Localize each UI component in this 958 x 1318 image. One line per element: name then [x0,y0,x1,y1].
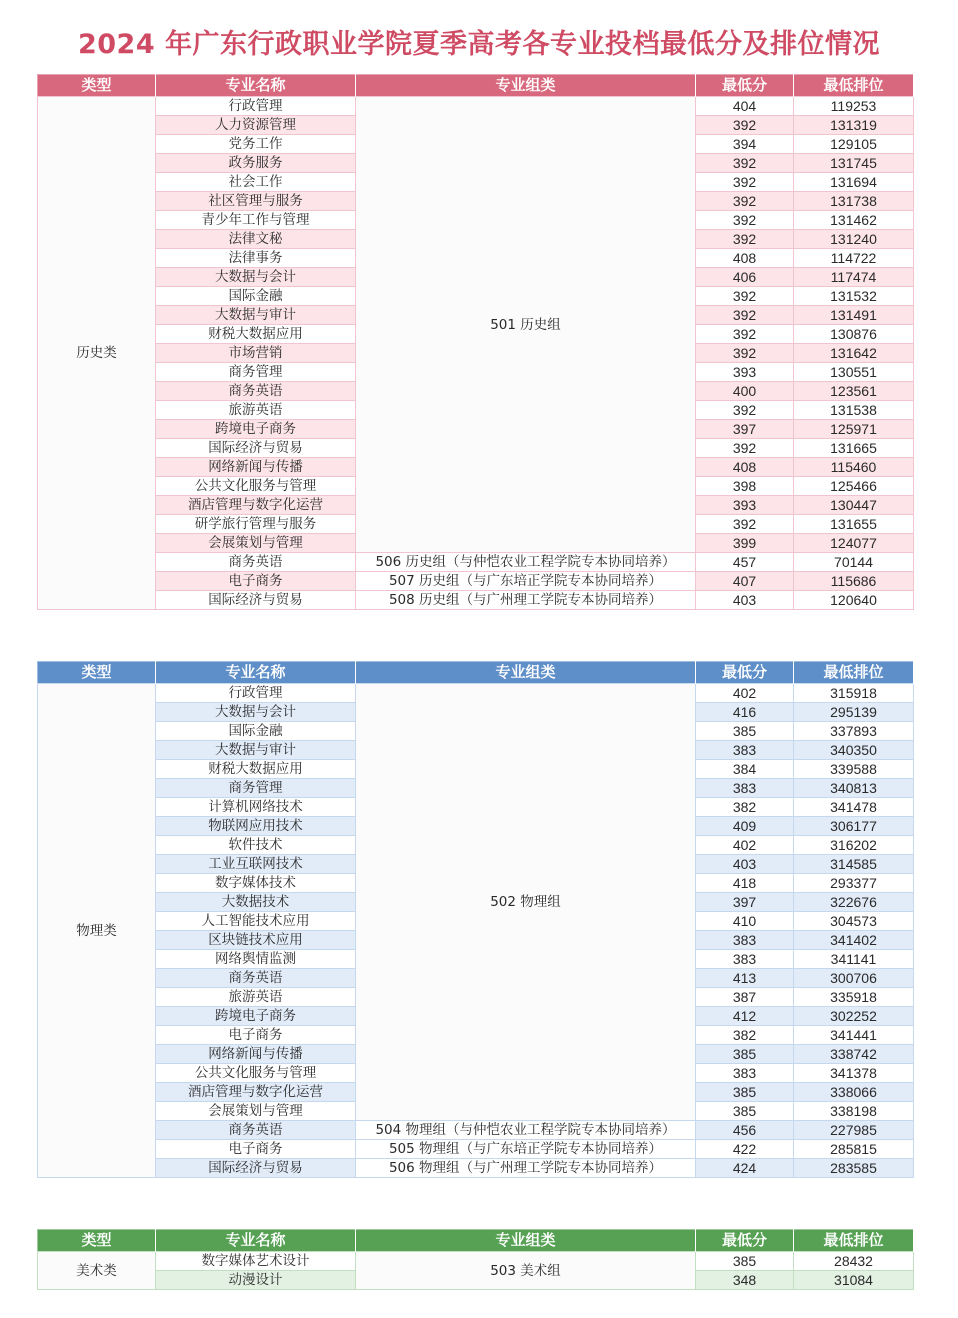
major-name-cell: 商务管理 [156,779,356,798]
min-score-cell: 383 [696,950,794,969]
header-major: 专业名称 [156,1230,356,1252]
major-name-cell: 大数据与会计 [156,268,356,287]
major-name-cell: 物联网应用技术 [156,817,356,836]
min-rank-cell: 131745 [794,154,914,173]
min-rank-cell: 340350 [794,741,914,760]
min-score-cell: 393 [696,496,794,515]
header-min-score: 最低分 [696,1230,794,1252]
min-rank-cell: 302252 [794,1007,914,1026]
major-name-cell: 计算机网络技术 [156,798,356,817]
min-score-cell: 398 [696,477,794,496]
min-score-cell: 392 [696,173,794,192]
header-major: 专业名称 [156,75,356,97]
major-name-cell: 跨境电子商务 [156,1007,356,1026]
major-name-cell: 软件技术 [156,836,356,855]
min-score-cell: 457 [696,553,794,572]
major-name-cell: 国际经济与贸易 [156,439,356,458]
min-score-cell: 392 [696,192,794,211]
min-rank-cell: 316202 [794,836,914,855]
major-name-cell: 旅游英语 [156,988,356,1007]
major-name-cell: 工业互联网技术 [156,855,356,874]
major-name-cell: 电子商务 [156,572,356,591]
group-cell: 507 历史组（与广东培正学院专本协同培养） [356,572,696,591]
major-name-cell: 青少年工作与管理 [156,211,356,230]
min-score-cell: 413 [696,969,794,988]
table-row [38,1252,914,1271]
min-score-cell: 402 [696,684,794,703]
min-rank-cell: 335918 [794,988,914,1007]
major-name-cell: 网络新闻与传播 [156,458,356,477]
min-score-cell: 383 [696,931,794,950]
min-score-cell: 416 [696,703,794,722]
min-score-cell: 387 [696,988,794,1007]
min-rank-cell: 125466 [794,477,914,496]
min-score-cell: 424 [696,1159,794,1178]
table-row [38,97,914,116]
min-score-cell: 384 [696,760,794,779]
min-rank-cell: 341478 [794,798,914,817]
min-rank-cell: 295139 [794,703,914,722]
major-name-cell: 研学旅行管理与服务 [156,515,356,534]
physics-table [37,661,914,1178]
min-rank-cell: 339588 [794,760,914,779]
min-score-cell: 383 [696,1064,794,1083]
min-score-cell: 407 [696,572,794,591]
min-score-cell: 412 [696,1007,794,1026]
min-score-cell: 392 [696,287,794,306]
major-name-cell: 行政管理 [156,97,356,116]
min-rank-cell: 124077 [794,534,914,553]
min-rank-cell: 322676 [794,893,914,912]
header-major: 专业名称 [156,662,356,684]
header-row [38,1230,914,1252]
major-name-cell: 国际金融 [156,722,356,741]
min-score-cell: 385 [696,722,794,741]
min-rank-cell: 130551 [794,363,914,382]
min-rank-cell: 131240 [794,230,914,249]
min-rank-cell: 129105 [794,135,914,154]
min-rank-cell: 120640 [794,591,914,610]
min-score-cell: 392 [696,230,794,249]
header-type: 类型 [38,75,156,97]
min-score-cell: 403 [696,591,794,610]
min-score-cell: 382 [696,798,794,817]
major-name-cell: 商务英语 [156,382,356,401]
min-rank-cell: 131642 [794,344,914,363]
min-rank-cell: 341441 [794,1026,914,1045]
min-rank-cell: 304573 [794,912,914,931]
major-name-cell: 政务服务 [156,154,356,173]
table-row [38,1140,914,1159]
min-rank-cell: 338198 [794,1102,914,1121]
min-rank-cell: 315918 [794,684,914,703]
major-name-cell: 市场营销 [156,344,356,363]
min-rank-cell: 125971 [794,420,914,439]
major-name-cell: 网络舆情监测 [156,950,356,969]
major-name-cell: 法律事务 [156,249,356,268]
min-score-cell: 404 [696,97,794,116]
table-row [38,1121,914,1140]
major-name-cell: 公共文化服务与管理 [156,477,356,496]
major-name-cell: 大数据与会计 [156,703,356,722]
min-rank-cell: 130876 [794,325,914,344]
category-type-cell: 物理类 [38,684,156,1178]
min-rank-cell: 131462 [794,211,914,230]
min-score-cell: 385 [696,1045,794,1064]
min-rank-cell: 28432 [794,1252,914,1271]
min-score-cell: 418 [696,874,794,893]
min-rank-cell: 131694 [794,173,914,192]
header-min-rank: 最低排位 [794,1230,914,1252]
min-rank-cell: 123561 [794,382,914,401]
table-row [38,572,914,591]
table-row [38,553,914,572]
table-row [38,684,914,703]
group-cell: 501 历史组 [356,97,696,553]
major-name-cell: 财税大数据应用 [156,325,356,344]
major-name-cell: 区块链技术应用 [156,931,356,950]
major-name-cell: 会展策划与管理 [156,534,356,553]
min-rank-cell: 340813 [794,779,914,798]
major-name-cell: 跨境电子商务 [156,420,356,439]
min-rank-cell: 131491 [794,306,914,325]
major-name-cell: 商务英语 [156,553,356,572]
min-rank-cell: 283585 [794,1159,914,1178]
min-rank-cell: 131538 [794,401,914,420]
min-rank-cell: 131738 [794,192,914,211]
min-rank-cell: 31084 [794,1271,914,1290]
major-name-cell: 数字媒体技术 [156,874,356,893]
min-rank-cell: 131532 [794,287,914,306]
major-name-cell: 商务英语 [156,1121,356,1140]
min-rank-cell: 131665 [794,439,914,458]
min-score-cell: 385 [696,1252,794,1271]
major-name-cell: 动漫设计 [156,1271,356,1290]
min-score-cell: 402 [696,836,794,855]
major-name-cell: 社会工作 [156,173,356,192]
table-row [38,1159,914,1178]
major-name-cell: 国际金融 [156,287,356,306]
min-score-cell: 385 [696,1083,794,1102]
header-row [38,662,914,684]
min-score-cell: 392 [696,211,794,230]
art-table [37,1229,914,1290]
major-name-cell: 酒店管理与数字化运营 [156,1083,356,1102]
major-name-cell: 人力资源管理 [156,116,356,135]
group-cell: 506 物理组（与广州理工学院专本协同培养） [356,1159,696,1178]
min-rank-cell: 337893 [794,722,914,741]
major-name-cell: 数字媒体艺术设计 [156,1252,356,1271]
min-score-cell: 392 [696,116,794,135]
group-cell: 505 物理组（与广东培正学院专本协同培养） [356,1140,696,1159]
header-group: 专业组类 [356,1230,696,1252]
header-type: 类型 [38,1230,156,1252]
min-score-cell: 392 [696,154,794,173]
header-min-score: 最低分 [696,662,794,684]
min-score-cell: 406 [696,268,794,287]
min-rank-cell: 341402 [794,931,914,950]
min-score-cell: 422 [696,1140,794,1159]
major-name-cell: 国际经济与贸易 [156,591,356,610]
header-row [38,75,914,97]
min-score-cell: 383 [696,779,794,798]
min-score-cell: 392 [696,439,794,458]
major-name-cell: 财税大数据应用 [156,760,356,779]
min-score-cell: 410 [696,912,794,931]
min-rank-cell: 130447 [794,496,914,515]
page-title: 2024 年广东行政职业学院夏季高考各专业投档最低分及排位情况 [77,29,881,60]
category-type-cell: 美术类 [38,1252,156,1290]
major-name-cell: 人工智能技术应用 [156,912,356,931]
min-score-cell: 456 [696,1121,794,1140]
major-name-cell: 大数据与审计 [156,306,356,325]
min-rank-cell: 338742 [794,1045,914,1064]
min-rank-cell: 131655 [794,515,914,534]
min-score-cell: 392 [696,401,794,420]
min-rank-cell: 70144 [794,553,914,572]
min-score-cell: 408 [696,458,794,477]
min-score-cell: 348 [696,1271,794,1290]
min-score-cell: 392 [696,325,794,344]
table-row [38,591,914,610]
min-rank-cell: 314585 [794,855,914,874]
header-group: 专业组类 [356,75,696,97]
min-score-cell: 394 [696,135,794,154]
min-rank-cell: 341141 [794,950,914,969]
min-rank-cell: 341378 [794,1064,914,1083]
major-name-cell: 商务英语 [156,969,356,988]
group-cell: 503 美术组 [356,1252,696,1290]
header-min-rank: 最低排位 [794,662,914,684]
min-score-cell: 393 [696,363,794,382]
major-name-cell: 网络新闻与传播 [156,1045,356,1064]
major-name-cell: 公共文化服务与管理 [156,1064,356,1083]
min-rank-cell: 293377 [794,874,914,893]
min-rank-cell: 115460 [794,458,914,477]
min-score-cell: 397 [696,420,794,439]
major-name-cell: 酒店管理与数字化运营 [156,496,356,515]
major-name-cell: 电子商务 [156,1140,356,1159]
min-score-cell: 383 [696,741,794,760]
min-score-cell: 409 [696,817,794,836]
min-score-cell: 385 [696,1102,794,1121]
min-score-cell: 408 [696,249,794,268]
major-name-cell: 大数据与审计 [156,741,356,760]
min-score-cell: 392 [696,515,794,534]
min-rank-cell: 115686 [794,572,914,591]
min-rank-cell: 285815 [794,1140,914,1159]
category-type-cell: 历史类 [38,97,156,610]
major-name-cell: 旅游英语 [156,401,356,420]
min-rank-cell: 119253 [794,97,914,116]
min-score-cell: 399 [696,534,794,553]
min-rank-cell: 227985 [794,1121,914,1140]
min-rank-cell: 114722 [794,249,914,268]
min-score-cell: 403 [696,855,794,874]
min-score-cell: 392 [696,344,794,363]
major-name-cell: 大数据技术 [156,893,356,912]
header-min-rank: 最低排位 [794,75,914,97]
min-rank-cell: 131319 [794,116,914,135]
min-score-cell: 397 [696,893,794,912]
group-cell: 502 物理组 [356,684,696,1121]
major-name-cell: 行政管理 [156,684,356,703]
major-name-cell: 国际经济与贸易 [156,1159,356,1178]
major-name-cell: 社区管理与服务 [156,192,356,211]
header-min-score: 最低分 [696,75,794,97]
header-type: 类型 [38,662,156,684]
major-name-cell: 电子商务 [156,1026,356,1045]
major-name-cell: 会展策划与管理 [156,1102,356,1121]
major-name-cell: 党务工作 [156,135,356,154]
major-name-cell: 法律文秘 [156,230,356,249]
min-rank-cell: 306177 [794,817,914,836]
major-name-cell: 商务管理 [156,363,356,382]
min-score-cell: 392 [696,306,794,325]
history-table [37,74,914,610]
min-rank-cell: 300706 [794,969,914,988]
group-cell: 504 物理组（与仲恺农业工程学院专本协同培养） [356,1121,696,1140]
group-cell: 506 历史组（与仲恺农业工程学院专本协同培养） [356,553,696,572]
min-score-cell: 382 [696,1026,794,1045]
min-rank-cell: 117474 [794,268,914,287]
group-cell: 508 历史组（与广州理工学院专本协同培养） [356,591,696,610]
min-score-cell: 400 [696,382,794,401]
header-group: 专业组类 [356,662,696,684]
min-rank-cell: 338066 [794,1083,914,1102]
